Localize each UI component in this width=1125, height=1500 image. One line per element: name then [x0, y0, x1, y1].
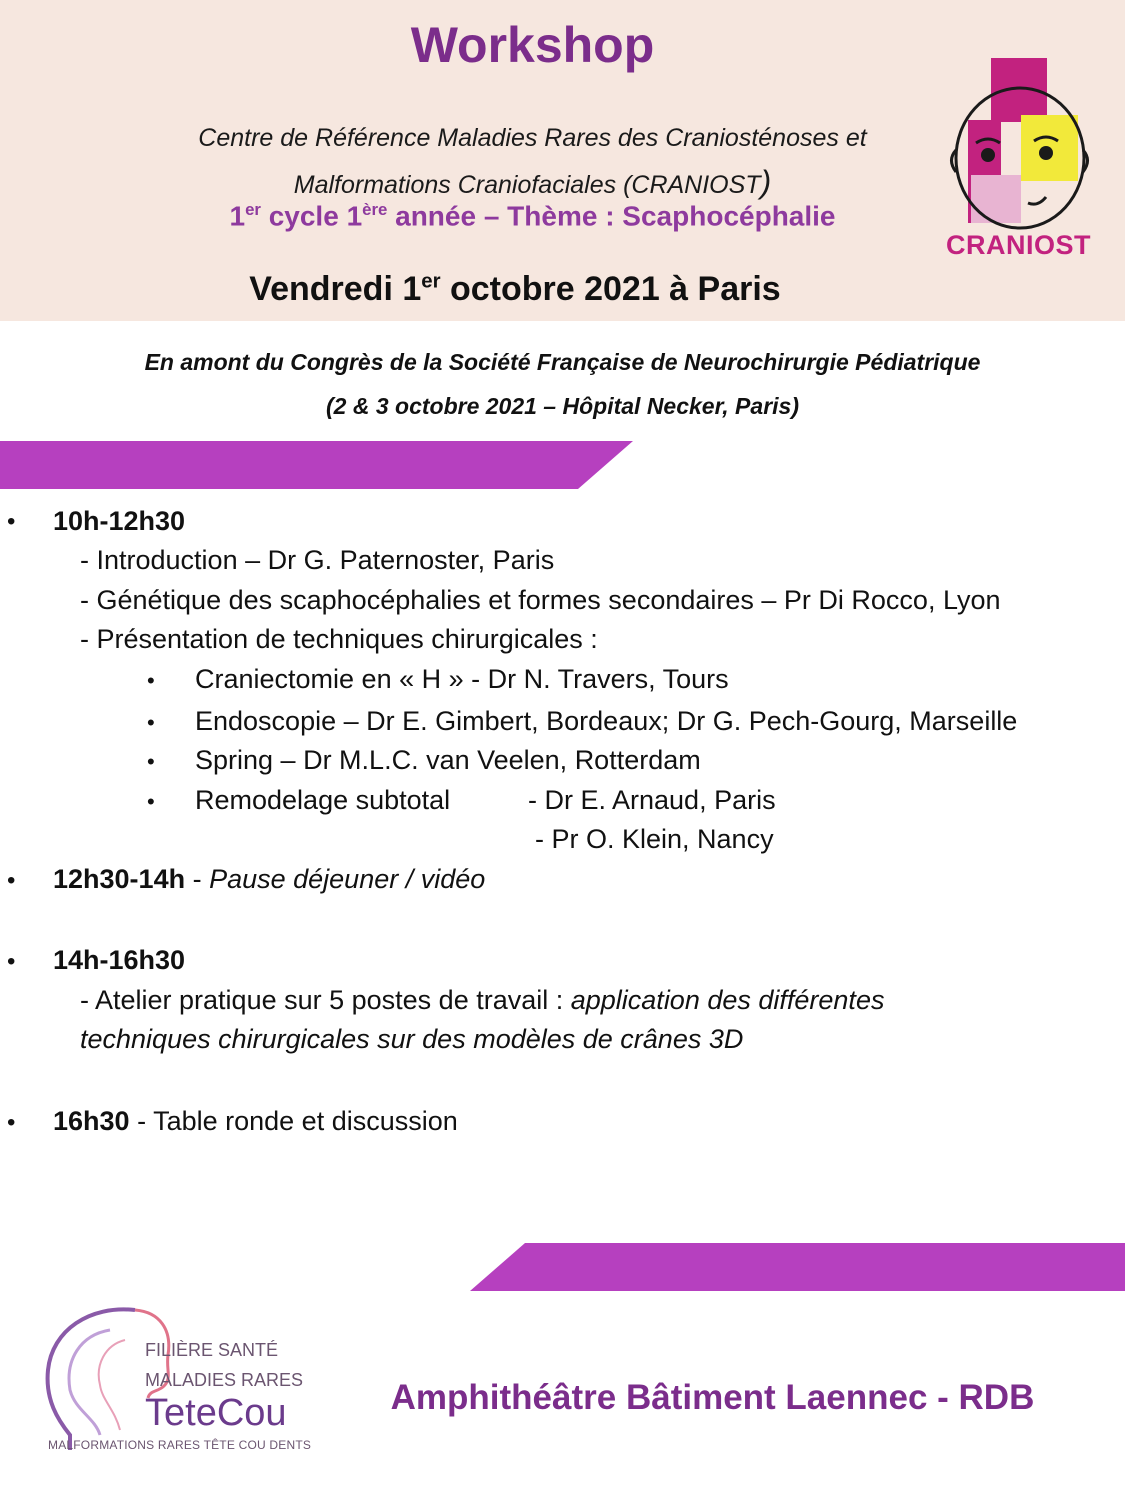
event-date: [0, 270, 1030, 309]
theme-text: année – Thème : Scaphocéphalie: [387, 200, 836, 232]
lunch-sep: -: [185, 864, 210, 894]
bullet: •: [7, 867, 16, 894]
bullet: •: [7, 948, 16, 975]
workshop-line2: techniques chirurgicales sur des modèles de crânes 3D: [80, 1024, 744, 1054]
cycle-theme: [150, 200, 915, 232]
speaker-item: - Pr O. Klein, Nancy: [535, 824, 774, 854]
purple-band-bottom: [470, 1243, 1125, 1293]
subtitle-line2: Malformations Craniofaciales (CRANIOST: [293, 171, 761, 199]
time-slot-1: 10h-12h30: [53, 506, 186, 536]
congres-info: [0, 340, 1125, 428]
logo-square-pink: [971, 175, 1021, 223]
sub-bullet: •: [147, 710, 155, 735]
head-inner-line: [69, 1330, 110, 1435]
sub-bullet: •: [147, 789, 155, 814]
time-slot-2: 12h30-14h: [53, 864, 186, 894]
venue: Amphithéâtre Bâtiment Laennec - RDB: [390, 1378, 1035, 1417]
filiere-line1: FILIÈRE SANTÉ: [145, 1340, 279, 1360]
purple-band-top: [0, 441, 640, 491]
date-rest: octobre 2021 à Paris: [440, 270, 781, 308]
speaker-item: - Dr E. Arnaud, Paris: [528, 785, 776, 815]
date-day: Vendredi 1: [249, 270, 422, 308]
workshop-text: - Atelier pratique sur 5 postes de travail :: [80, 985, 571, 1015]
technique-item: Remodelage subtotal: [195, 785, 451, 815]
cycle-text: cycle 1: [260, 200, 363, 232]
page-title: Workshop: [410, 17, 655, 73]
workshop-line1: [80, 985, 884, 1016]
bullet: •: [7, 1109, 16, 1136]
tetecou-brand: TeteCou: [145, 1392, 287, 1434]
cycle-sup: er: [245, 200, 261, 219]
right-eye: [1039, 146, 1053, 160]
left-eye: [981, 148, 995, 162]
lunch-text: Pause déjeuner / vidéo: [209, 864, 486, 894]
head-outer-line: [48, 1309, 135, 1450]
technique-item: Endoscopie – Dr E. Gimbert, Bordeaux; Dr G. Pech-Gourg, Marseille: [195, 706, 1018, 736]
sub-bullet: •: [147, 668, 155, 693]
congres-line2: (2 & 3 octobre 2021 – Hôpital Necker, Paris): [326, 393, 799, 419]
list-item: - Introduction – Dr G. Paternoster, Paris: [80, 545, 555, 575]
workshop-italic: application des différentes: [570, 985, 885, 1015]
list-item: - Présentation de techniques chirurgicales :: [80, 624, 598, 654]
list-item: - Génétique des scaphocéphalies et formes secondaires – Pr Di Rocco, Lyon: [80, 585, 1001, 615]
date-sup: er: [421, 270, 441, 293]
roundtable-line: [53, 1106, 458, 1137]
sub-bullet: •: [147, 749, 155, 774]
time-slot-3: 14h-16h30: [53, 945, 186, 975]
subtitle-line1: Centre de Référence Maladies Rares des Craniosténoses et: [198, 124, 867, 152]
craniost-label: CRANIOST: [946, 230, 1091, 260]
congres-line1: En amont du Congrès de la Société Française de Neurochirurgie Pédiatrique: [144, 349, 981, 375]
smile: [1028, 197, 1046, 204]
time-slot-4: 16h30: [53, 1106, 130, 1136]
filiere-line2: MALADIES RARES: [145, 1370, 304, 1390]
technique-item: Craniectomie en « H » - Dr N. Travers, Tours: [195, 664, 729, 694]
tetecou-tagline: MALFORMATIONS RARES TÊTE COU DENTS: [48, 1438, 312, 1452]
cycle-num: 1: [229, 200, 246, 232]
bullet: •: [7, 508, 16, 535]
subtitle: [150, 116, 915, 207]
subtitle-paren: ): [760, 164, 772, 200]
technique-item: Spring – Dr M.L.C. van Veelen, Rotterdam: [195, 745, 701, 775]
roundtable-text: - Table ronde et discussion: [129, 1106, 458, 1136]
head-inner-line-2: [99, 1340, 125, 1430]
lunch-line: [53, 864, 485, 895]
year-sup: ère: [362, 200, 388, 219]
